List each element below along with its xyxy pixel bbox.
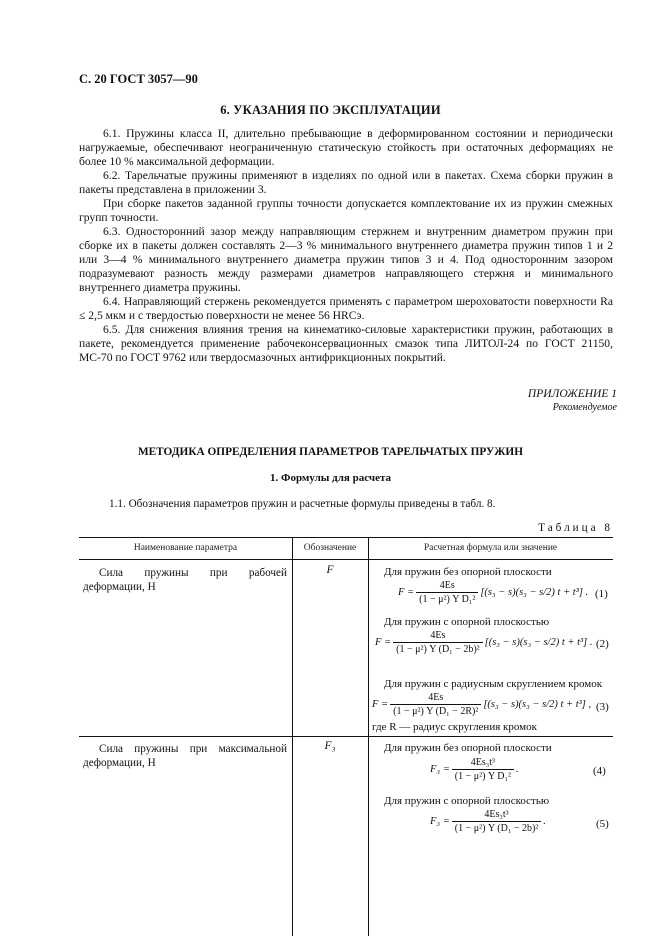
equation-number-5: (5) xyxy=(596,818,609,830)
fraction-denominator: (1 − μ²) Y D₁² xyxy=(452,769,514,782)
equation-number-3: (3) xyxy=(596,701,609,713)
formula-lhs: F = xyxy=(375,637,392,648)
section-body xyxy=(79,127,613,365)
formula-1 xyxy=(398,580,588,605)
note-radius-where: где R — радиус скругления кромок xyxy=(372,721,537,733)
table-row-rule xyxy=(79,736,613,737)
appendix-title: ПРИЛОЖЕНИЕ 1 xyxy=(527,388,617,400)
formula-lhs: F₃ = xyxy=(430,764,450,775)
paragraph-6-4: 6.4. Направляющий стержень рекомендуется применять с параметром шероховатости поверхности Ra ≤ 2,5 мкм и с твердостью поверхности не менее 56 HRCэ. xyxy=(79,295,613,322)
paragraph-6-5: 6.5. Для снижения влияния трения на кинематико-силовые характеристики пружин, работающих в пакете, рекомендуется применение рабочеконсервационных смазок типа ЛИТОЛ-24 по ГОСТ 21150, МС-70 по ГОСТ 9762 или твердосмазочных антифрикционных покрытий. xyxy=(79,323,613,364)
formula-fraction xyxy=(393,630,483,655)
formula-5 xyxy=(430,809,546,834)
formula-fraction xyxy=(390,692,481,717)
fraction-denominator: (1 − μ²) Y (D₁ − 2b)² xyxy=(452,821,542,834)
table-row-2-symbol: F₃ xyxy=(324,740,336,752)
section-title: 6. УКАЗАНИЯ ПО ЭКСПЛУАТАЦИИ xyxy=(220,103,441,117)
fraction-numerator: 4Es₃t³ xyxy=(470,757,496,768)
param-name: Сила пружины при рабочей деформации, Н xyxy=(83,567,287,593)
formula-fraction xyxy=(416,580,478,605)
formula-3 xyxy=(372,692,591,717)
paragraph-6-3: 6.3. Односторонний зазор между направляющим стержнем и внутренним диаметром пружин при сборке их в пакеты должен составлять 2—3 % минимального внутреннего диаметра пружин типов 1 и 2 или 3—4 % минимального внутреннего диаметра пружин типов 3 и 4. Под односторонним зазором подразумевают разность между размерами диаметров направляющего стержня и минимального внутреннего диаметра пружины. xyxy=(79,225,613,294)
formula-fraction xyxy=(452,757,514,782)
note-no-support-2: Для пружин без опорной плоскости xyxy=(384,742,552,754)
paragraph-6-1: 6.1. Пружины класса II, длительно пребывающие в деформированном состоянии и периодически нагружаемые, обеспечивают неограниченную статическую стойкость при остаточных деформациях не более 10 % максимальной деформации. xyxy=(79,127,613,168)
appendix-label xyxy=(528,388,617,414)
formula-end: . xyxy=(516,764,519,775)
fraction-numerator: 4Es xyxy=(430,630,446,641)
note-with-support: Для пружин с опорной плоскостью xyxy=(384,616,550,628)
table-header-symbol: Обозначение xyxy=(303,543,357,553)
method-title: МЕТОДИКА ОПРЕДЕЛЕНИЯ ПАРАМЕТРОВ ТАРЕЛЬЧАТЫХ ПРУЖИН xyxy=(137,446,524,458)
page-header: С. 20 ГОСТ 3057—90 xyxy=(79,72,198,86)
equation-number-4: (4) xyxy=(593,765,606,777)
formula-end: . xyxy=(543,816,546,827)
fraction-numerator: 4Es xyxy=(428,692,444,703)
fraction-denominator: (1 − μ²) Y (D₁ − 2b)² xyxy=(393,642,483,655)
equation-number-2: (2) xyxy=(596,638,609,650)
formula-2 xyxy=(375,630,592,655)
formula-lhs: F = xyxy=(372,699,389,710)
formula-bracket: [(s₃ − s)(s₃ − s/2) t + t³] . xyxy=(484,637,593,648)
paragraph-6-2: 6.2. Тарельчатые пружины применяют в изделиях по одной или в пакетах. Схема сборки пружин в пакеты представлена в приложении 3. xyxy=(79,169,613,196)
table-header-name: Наименование параметра xyxy=(133,543,238,553)
table-top-rule xyxy=(79,537,613,538)
fraction-numerator: 4Es xyxy=(439,580,455,591)
intro-text: 1.1. Обозначения параметров пружин и расчетные формулы приведены в табл. 8. xyxy=(109,498,496,510)
note-rounded-edges: Для пружин с радиусным скруглением кромок xyxy=(384,678,603,690)
table-header-formula: Расчетная формула или значение xyxy=(423,543,558,553)
table-header-rule xyxy=(79,559,613,560)
formula-bracket: [(s₃ − s)(s₃ − s/2) t + t³] . xyxy=(480,587,589,598)
table-col-rule-1 xyxy=(292,537,293,936)
note-with-support-2: Для пружин с опорной плоскостью xyxy=(384,795,550,807)
table-row-2-name xyxy=(83,742,287,770)
note-no-support: Для пружин без опорной плоскости xyxy=(384,566,552,578)
table-caption: Таблица 8 xyxy=(538,522,613,534)
formula-fraction xyxy=(452,809,542,834)
formula-lhs: F₃ = xyxy=(430,816,450,827)
appendix-status: Рекомендуемое xyxy=(552,402,617,413)
fraction-numerator: 4Es₃t³ xyxy=(484,809,509,820)
formula-4 xyxy=(430,757,519,782)
paragraph-6-2-cont: При сборке пакетов заданной группы точности допускается комплектование их из пружин смежных групп точности. xyxy=(79,197,613,224)
table-col-rule-2 xyxy=(368,537,369,936)
formula-bracket: [(s₃ − s)(s₃ − s/2) t + t³] , xyxy=(483,699,592,710)
table-row-1-symbol: F xyxy=(326,564,334,576)
equation-number-1: (1) xyxy=(595,588,608,600)
table-row-1-name xyxy=(83,566,287,594)
fraction-denominator: (1 − μ²) Y D₁² xyxy=(416,592,478,605)
fraction-denominator: (1 − μ²) Y (D₁ − 2R)² xyxy=(390,704,481,717)
param-name: Сила пружины при максимальной деформации, Н xyxy=(83,743,287,769)
formula-lhs: F = xyxy=(398,587,415,598)
subsection-title: 1. Формулы для расчета xyxy=(270,472,391,484)
